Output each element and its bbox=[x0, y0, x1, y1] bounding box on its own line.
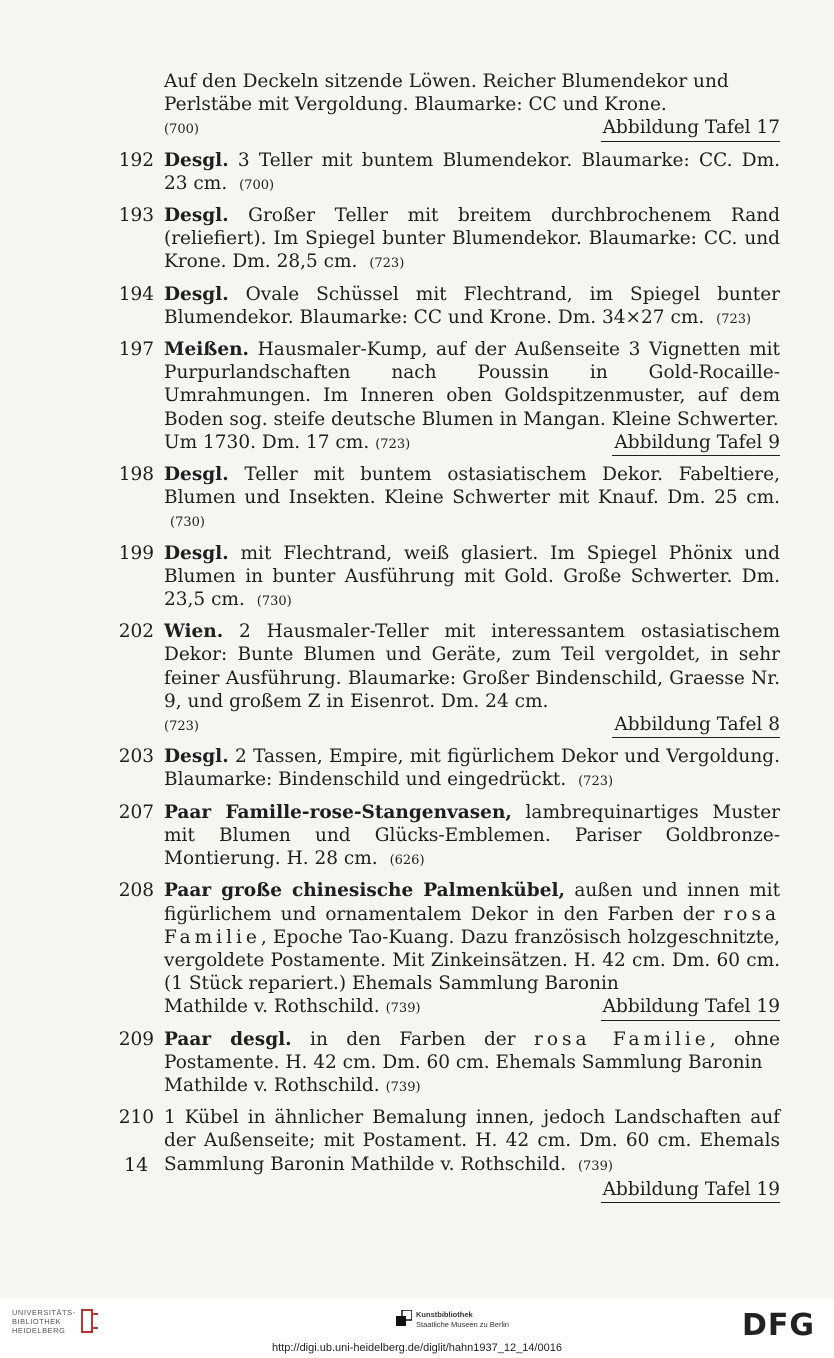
lot-entry bbox=[118, 149, 780, 197]
kunstbibliothek-logo-icon bbox=[396, 1310, 412, 1326]
lot-reference: (700) bbox=[164, 122, 199, 138]
lot-reference: (739) bbox=[577, 1158, 613, 1174]
lot-entry bbox=[118, 542, 780, 614]
lot-number: 197 bbox=[118, 339, 154, 361]
lot-refline bbox=[164, 995, 780, 1020]
lot-description: 3 Teller mit buntem Blumendekor. Blaumarke: CC. Dm. 23 cm. bbox=[164, 149, 780, 194]
lot-description: 2 Tassen, Empire, mit figürlichem Dekor und Vergoldung. Blaumarke: Bindenschild und eingedrückt. bbox=[164, 746, 780, 791]
lot-number: 209 bbox=[118, 1028, 154, 1050]
lot-number: 207 bbox=[118, 801, 154, 823]
lot-reference: (723) bbox=[578, 774, 614, 790]
lot-heading: Desgl. bbox=[164, 746, 229, 768]
lot-description-end: Mathilde v. Rothschild. bbox=[164, 1074, 380, 1096]
lot-description-emphasis: rosa Familie bbox=[533, 1028, 710, 1050]
intro-line: Perlstäbe mit Vergoldung. Blaumarke: CC und Krone. bbox=[164, 94, 667, 116]
lot-heading: Paar Famille-rose-Stangenvasen, bbox=[164, 801, 512, 823]
lot-reference: (739) bbox=[385, 1001, 421, 1017]
lot-entry bbox=[118, 1028, 780, 1100]
lot-reference: (700) bbox=[239, 177, 275, 193]
lot-refline bbox=[164, 713, 780, 738]
kunstbibliothek-label: Kunstbibliothek Staatliche Museen zu Berlin bbox=[416, 1310, 509, 1329]
lot-description: Hausmaler-Kump, auf der Außenseite 3 Vignetten mit Purpurlandschaften nach Poussin in Gold-Rocaille-Umrahmungen. Im Inneren oben Goldspitzenmuster, auf dem Boden sog. steife deutsche Blumen in Mangan. Kleine Schwerter. bbox=[164, 339, 780, 430]
lot-number: 193 bbox=[118, 205, 154, 227]
permalink-url[interactable]: http://digi.ub.uni-heidelberg.de/diglit/hahn1937_12_14/0016 bbox=[272, 1342, 562, 1354]
intro-line: Auf den Deckeln sitzende Löwen. Reicher Blumendekor und bbox=[164, 71, 729, 92]
lot-heading: Wien. bbox=[164, 621, 224, 643]
lot-number: 199 bbox=[118, 542, 154, 564]
lot-heading: Desgl. bbox=[164, 149, 229, 171]
lot-description: 1 Kübel in ähnlicher Bemalung innen, jedoch Landschaften auf der Außenseite; mit Postament. H. 42 cm. Dm. 60 cm. Ehemals Sammlung Baronin Mathilde v. Rothschild. bbox=[164, 1107, 780, 1175]
lot-description-emphasis: rosa Familie bbox=[164, 903, 780, 948]
dfg-logo: DFG bbox=[742, 1308, 816, 1343]
lot-number: 198 bbox=[118, 464, 154, 486]
lot-reference: (723) bbox=[369, 256, 405, 272]
illustration-reference: Abbildung Tafel 19 bbox=[601, 995, 780, 1020]
lot-entry bbox=[118, 338, 780, 456]
lot-entry bbox=[118, 463, 780, 535]
lot-number: 208 bbox=[118, 880, 154, 902]
lot-description: , Epoche Tao-Kuang. Dazu französisch holzgeschnitzte, vergoldete Postamente. Mit Zinkeinsätzen. H. 42 cm. Dm. 60 cm. (1 Stück repariert.) Ehemals Sammlung Baronin bbox=[164, 926, 780, 995]
lot-heading: Paar große chinesische Palmenkübel, bbox=[164, 880, 565, 902]
lot-heading: Desgl. bbox=[164, 542, 229, 564]
lot-description: Ovale Schüssel mit Flechtrand, im Spiegel bunter Blumendekor. Blaumarke: CC und Krone. Dm. 34×27 cm. bbox=[164, 283, 780, 328]
lot-number: 192 bbox=[118, 149, 154, 171]
lot-entry bbox=[118, 620, 780, 738]
lot-heading: Desgl. bbox=[164, 464, 229, 486]
lot-description-end: Mathilde v. Rothschild. bbox=[164, 996, 380, 1018]
lot-reference: (739) bbox=[385, 1079, 421, 1095]
lot-reference: (723) bbox=[716, 311, 752, 327]
lot-number: 203 bbox=[118, 746, 154, 768]
lot-number: 194 bbox=[118, 283, 154, 305]
lot-reference: (730) bbox=[256, 594, 292, 610]
lot-description: mit Flechtrand, weiß glasiert. Im Spiegel Phönix und Blumen in bunter Ausführung mit Gold. Große Schwerter. Dm. 23,5 cm. bbox=[164, 542, 780, 611]
lot-heading: Meißen. bbox=[164, 339, 249, 361]
lot-reference: (723) bbox=[164, 719, 199, 735]
lot-entry bbox=[118, 283, 780, 331]
lot-entry bbox=[118, 745, 780, 793]
lot-description: Großer Teller mit breitem durchbrochenem Rand (reliefiert). Im Spiegel bunter Blumendekor. Blaumarke: CC. und Krone. Dm. 28,5 cm. bbox=[164, 205, 780, 273]
lot-description: außen und innen mit figürlichem und ornamentalem Dekor in den Farben der bbox=[164, 880, 781, 925]
digitization-footer bbox=[0, 1298, 834, 1358]
lot-heading: Desgl. bbox=[164, 283, 229, 305]
lot-reference: (730) bbox=[170, 515, 205, 531]
intro-refline bbox=[164, 116, 780, 141]
university-logo-icon bbox=[78, 1306, 100, 1336]
lot-heading: Desgl. bbox=[164, 205, 229, 227]
lot-reference: (723) bbox=[375, 436, 411, 452]
illustration-reference: Abbildung Tafel 19 bbox=[601, 1178, 780, 1203]
lot-description: Teller mit buntem ostasiatischem Dekor. Fabeltiere, Blumen und Insekten. Kleine Schwerter mit Knauf. Dm. 25 cm. bbox=[164, 464, 780, 509]
lot-description-end: Um 1730. Dm. 17 cm. bbox=[164, 431, 370, 453]
university-library-label: UNIVERSITÄTS- BIBLIOTHEK HEIDELBERG bbox=[12, 1308, 76, 1335]
illustration-reference: Abbildung Tafel 8 bbox=[612, 713, 780, 738]
illustration-reference: Abbildung Tafel 17 bbox=[601, 116, 780, 141]
lot-description: in den Farben der bbox=[310, 1028, 516, 1050]
lot-number: 202 bbox=[118, 621, 154, 643]
lot-entry bbox=[118, 1106, 780, 1203]
lot-description: , ohne Postamente. H. 42 cm. Dm. 60 cm. Ehemals Sammlung Baronin bbox=[164, 1028, 780, 1073]
intro-entry bbox=[118, 70, 780, 142]
illustration-reference: Abbildung Tafel 9 bbox=[612, 431, 780, 456]
lot-description: lambrequinartiges Muster mit Blumen und Glücks-Emblemen. Pariser Goldbronze-Montierung. H. 28 cm. bbox=[164, 801, 780, 870]
lot-entry bbox=[118, 204, 780, 276]
lot-heading: Paar desgl. bbox=[164, 1028, 292, 1050]
catalog-text bbox=[118, 70, 780, 1210]
lot-refline bbox=[164, 1178, 780, 1203]
lot-description: 2 Hausmaler-Teller mit interessantem ostasiatischem Dekor: Bunte Blumen und Geräte, zum Teil vergoldet, in sehr feiner Ausführung. Blaumarke: Großer Bindenschild, Graesse Nr. 9, und großem Z in Eisenrot. Dm. 24 cm. bbox=[164, 621, 780, 712]
lot-number: 210 bbox=[118, 1107, 154, 1129]
lot-reference: (626) bbox=[389, 853, 425, 869]
lot-entry bbox=[118, 801, 780, 873]
lot-refline bbox=[164, 431, 780, 456]
page-number: 14 bbox=[124, 1154, 149, 1176]
lot-entry bbox=[118, 879, 780, 1020]
